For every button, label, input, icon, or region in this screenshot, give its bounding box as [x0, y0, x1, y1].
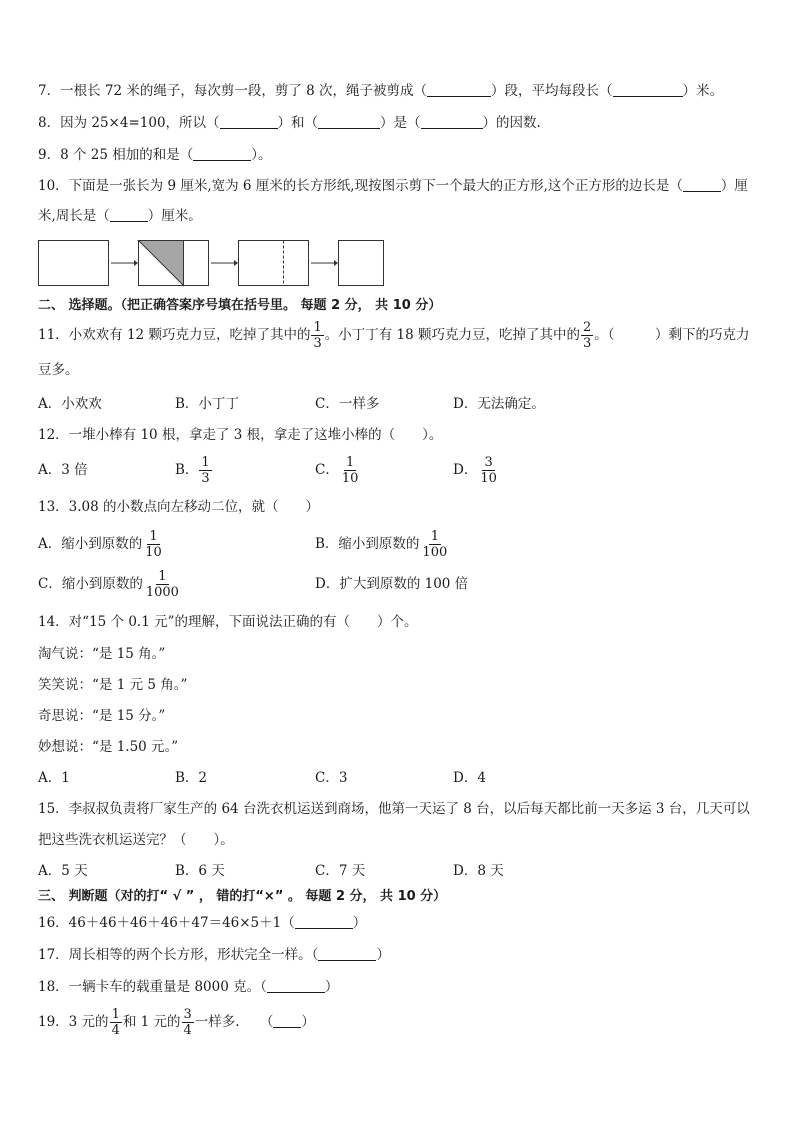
- fold-triangle: [139, 241, 184, 286]
- q11-option-b[interactable]: B．小丁丁: [175, 396, 239, 412]
- statement-miaoxiang: 妙想说：“是 1.50 元。”: [38, 739, 179, 755]
- figure-rect-1: [39, 241, 109, 286]
- q11-option-c[interactable]: C．一样多: [315, 396, 380, 412]
- answer-blank[interactable]: [295, 914, 353, 929]
- section-2-heading: 二、 选择题。（把正确答案序号填在括号里。 每题 2 分， 共 10 分）: [38, 298, 442, 313]
- q14-option-b[interactable]: B．2: [175, 770, 208, 786]
- question-18: 18．一辆卡车的载重量是 8000 克。（ ）: [38, 979, 339, 995]
- answer-blank[interactable]: [220, 114, 278, 129]
- q13-option-d[interactable]: D．扩大到原数的 100 倍: [315, 576, 469, 592]
- question-11-cont: 豆多。: [38, 362, 79, 378]
- q13-option-b[interactable]: B．缩小到原数的 $\frac{1}{100}$: [315, 529, 448, 560]
- q15-option-b[interactable]: B．6 天: [175, 863, 225, 879]
- fraction: $\frac{3}{10}$: [480, 455, 497, 486]
- answer-blank[interactable]: [318, 114, 380, 129]
- q15-option-c[interactable]: C．7 天: [315, 863, 366, 879]
- q12-option-d[interactable]: D． $\frac{3}{10}$: [453, 455, 497, 486]
- figure-rect-3: [239, 241, 309, 286]
- fraction: $\frac{1}{3}$: [201, 455, 210, 486]
- arrow-head-1: [134, 260, 138, 266]
- figure-square: [339, 241, 384, 286]
- q14-option-c[interactable]: C．3: [315, 770, 348, 786]
- rectangle-cutting-figure: [38, 240, 388, 288]
- fraction: $\frac{1}{10}$: [145, 529, 162, 560]
- question-9: 9．8 个 25 相加的和是（ ）。: [38, 147, 272, 163]
- q15-option-a[interactable]: A．5 天: [38, 863, 88, 879]
- question-19: 19．3 元的 $\frac{1}{4}$ 和 1 元的 $\frac{3}{4}$ 一样多. （ ）: [38, 1007, 315, 1038]
- question-8: 8．因为 25×4=100，所以（ ）和（ ）是（ ）的因数.: [38, 115, 541, 131]
- fraction: $\frac{1}{10}$: [341, 455, 359, 486]
- q15-option-d[interactable]: D．8 天: [453, 863, 504, 879]
- question-15: 15．李叔叔负责将厂家生产的 64 台洗衣机运送到商场，他第一天运了 8 台，以后每天都比前一天多运 3 台，几天可以: [38, 801, 750, 817]
- question-16: 16．46＋46＋46＋46＋47＝46×5＋1（ ）: [38, 915, 367, 931]
- q13-option-a[interactable]: A．缩小到原数的 $\frac{1}{10}$: [38, 529, 162, 560]
- fraction: $\frac{1}{3}$: [313, 320, 322, 351]
- question-13: 13．3.08 的小数点向左移动二位，就（ ）: [38, 499, 320, 515]
- q14-option-d[interactable]: D．4: [453, 770, 486, 786]
- fraction: $\frac{1}{100}$: [422, 529, 448, 560]
- answer-blank[interactable]: [193, 146, 251, 161]
- fraction: $\frac{2}{3}$: [583, 320, 592, 351]
- answer-blank[interactable]: [110, 207, 148, 222]
- answer-blank[interactable]: [267, 978, 325, 993]
- answer-blank[interactable]: [318, 946, 376, 961]
- answer-blank[interactable]: [427, 82, 491, 97]
- q12-option-c[interactable]: C． $\frac{1}{10}$: [315, 455, 359, 486]
- q14-option-a[interactable]: A．1: [38, 770, 70, 786]
- section-3-heading: 三、 判断题（对的打“ √ ” ， 错的打“×” 。 每题 2 分， 共 10 分）: [38, 889, 447, 904]
- statement-xiaoxiao: 笑笑说：“是 1 元 5 角。”: [38, 677, 188, 693]
- answer-blank[interactable]: [683, 177, 721, 192]
- question-15-cont: 把这些洗衣机运送完？（ ）。: [38, 832, 234, 848]
- fraction: $\frac{3}{4}$: [183, 1007, 192, 1038]
- q11-option-d[interactable]: D．无法确定。: [453, 396, 545, 412]
- question-11: 11．小欢欢有 12 颗巧克力豆，吃掉了其中的 $\frac{1}{3}$ 。小丁丁有 18 颗巧克力豆，吃掉了其中的 $\frac{2}{3}$ 。（ ）剩下的巧克力: [38, 320, 750, 351]
- fraction: $\frac{1}{4}$: [111, 1007, 120, 1038]
- fraction: $\frac{1}{1000}$: [145, 569, 179, 600]
- statement-qisi: 奇思说：“是 15 分。”: [38, 708, 166, 724]
- question-12: 12．一堆小棒有 10 根，拿走了 3 根，拿走了这堆小棒的（ ）。: [38, 427, 443, 443]
- answer-blank[interactable]: [273, 1013, 301, 1028]
- arrow-head-3: [334, 260, 338, 266]
- arrow-head-2: [234, 260, 238, 266]
- answer-blank[interactable]: [421, 114, 483, 129]
- q12-option-b[interactable]: B． $\frac{1}{3}$: [175, 455, 210, 486]
- q12-option-a[interactable]: A．3 倍: [38, 462, 88, 478]
- question-17: 17．周长相等的两个长方形，形状完全一样。（ ）: [38, 947, 390, 963]
- answer-blank[interactable]: [613, 82, 683, 97]
- q11-option-a[interactable]: A．小欢欢: [38, 396, 102, 412]
- statement-taoqi: 淘气说：“是 15 角。”: [38, 646, 166, 662]
- question-10-cont: 米,周长是（ ）厘米。: [38, 208, 202, 224]
- question-10: 10．下面是一张长为 9 厘米,宽为 6 厘米的长方形纸,现按图示剪下一个最大的正方形,这个正方形的边长是（ ）厘: [38, 178, 748, 194]
- question-7: 7．一根长 72 米的绳子，每次剪一段，剪了 8 次，绳子被剪成（ ）段，平均每段长（ ）米。: [38, 83, 724, 99]
- q13-option-c[interactable]: C．缩小到原数的 $\frac{1}{1000}$: [38, 569, 179, 600]
- question-14: 14．对“15 个 0.1 元”的理解，下面说法正确的有（ ）个。: [38, 614, 418, 630]
